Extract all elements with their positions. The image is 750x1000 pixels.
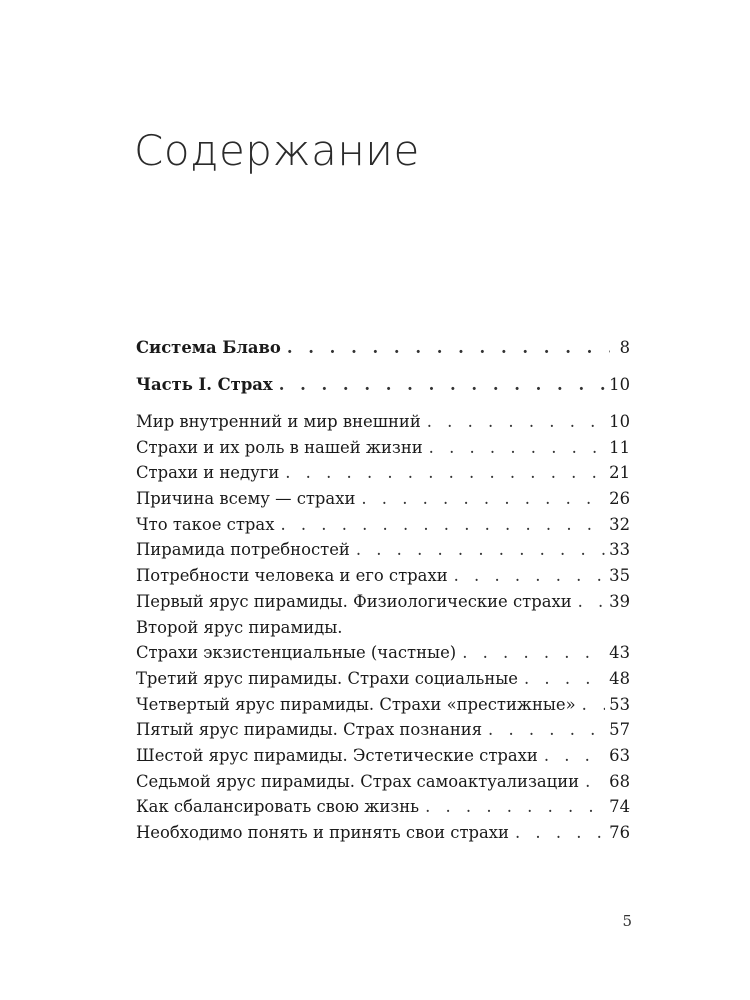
toc-entry-label: Как сбалансировать свою жизнь (136, 797, 420, 817)
toc-page-number: 76 (609, 823, 630, 842)
toc-entry-row (136, 669, 630, 695)
toc-entry-row (136, 412, 630, 438)
toc-entry-label: Что такое страх (136, 514, 275, 534)
toc-page-number: 57 (609, 720, 630, 740)
toc-page-number: 32 (609, 514, 630, 534)
dot-leader (454, 566, 606, 585)
dot-leader (287, 338, 610, 357)
toc-entry-label: Шестой ярус пирамиды. Эстетические страхи (136, 745, 538, 765)
toc-entry-row (136, 823, 630, 849)
toc-page-number: 33 (609, 540, 630, 560)
toc-page-number: 39 (609, 591, 630, 611)
dot-leader (515, 823, 605, 842)
toc-entry-label: Мир внутренний и мир внешний (136, 412, 421, 431)
toc-entry-row (136, 618, 630, 669)
dot-leader (585, 772, 605, 791)
dot-leader (462, 643, 605, 662)
dot-leader (427, 412, 605, 431)
toc-page-number: 35 (609, 566, 630, 586)
page-title: Содержание (134, 126, 420, 175)
toc-page-number: 26 (609, 489, 630, 509)
toc-entry-label: Пятый ярус пирамиды. Страх познания (136, 720, 483, 740)
toc-page-number: 53 (609, 694, 630, 714)
toc-entry-row (136, 540, 630, 566)
toc-section-row (136, 375, 630, 403)
toc-page-number: 74 (609, 797, 630, 817)
toc-entry-label: Третий ярус пирамиды. Страхи социальные (136, 668, 519, 688)
dot-leader (524, 669, 605, 688)
toc-page-number: 43 (609, 643, 630, 663)
dot-leader (361, 489, 605, 508)
toc-entry-row (136, 438, 630, 464)
dot-leader (285, 463, 605, 482)
toc-page-number: 63 (609, 745, 630, 765)
dot-leader (425, 797, 605, 816)
toc-entry-label-continued: Страхи экзистенциальные (частные) (136, 643, 457, 663)
toc-entry-row (136, 515, 630, 541)
dot-leader (544, 746, 605, 765)
page-number: 5 (622, 912, 632, 930)
toc-entry-label: Второй ярус пирамиды. (136, 617, 343, 637)
toc-page-number: 8 (619, 338, 630, 357)
toc-page-number: 11 (609, 437, 630, 457)
toc-entry-label: Страхи и их роль в нашей жизни (136, 437, 423, 457)
toc-entry-label: Первый ярус пирамиды. Физиологические страхи (136, 591, 572, 611)
toc-page-number: 48 (609, 668, 630, 688)
toc-entry-row (136, 695, 630, 721)
dot-leader (429, 438, 605, 457)
dot-leader (582, 695, 605, 714)
toc-page-number: 21 (609, 463, 630, 483)
toc-entry-label: Страхи и недуги (136, 463, 280, 483)
dot-leader (488, 720, 605, 739)
dot-leader (356, 540, 605, 559)
toc-entry-label: Четвертый ярус пирамиды. Страхи «престижные» (136, 694, 576, 714)
toc-entry-row (136, 797, 630, 823)
toc-page-number: 10 (609, 375, 630, 394)
toc-entry-label: Необходимо понять и принять свои страхи (136, 823, 509, 842)
toc-entry-row (136, 772, 630, 798)
toc-entry-label: Причина всему — страхи (136, 489, 356, 509)
toc-entry-label: Потребности человека и его страхи (136, 566, 448, 586)
toc-section-label: Часть I. Страх (136, 375, 273, 394)
toc-entry-label: Пирамида потребностей (136, 540, 350, 560)
toc-entry-row (136, 489, 630, 515)
toc-page-number: 10 (609, 412, 630, 431)
dot-leader (578, 592, 606, 611)
toc-section-row (136, 338, 630, 366)
toc-section-label: Система Блаво (136, 338, 281, 357)
dot-leader (279, 375, 605, 394)
toc-entry-row (136, 566, 630, 592)
toc-entry-row (136, 463, 630, 489)
table-of-contents (136, 338, 630, 849)
toc-entry-row (136, 720, 630, 746)
dot-leader (280, 515, 605, 534)
toc-page-number: 68 (609, 771, 630, 791)
toc-entry-label: Седьмой ярус пирамиды. Страх самоактуализации (136, 771, 580, 791)
toc-entry-row (136, 746, 630, 772)
toc-entry-row (136, 592, 630, 618)
